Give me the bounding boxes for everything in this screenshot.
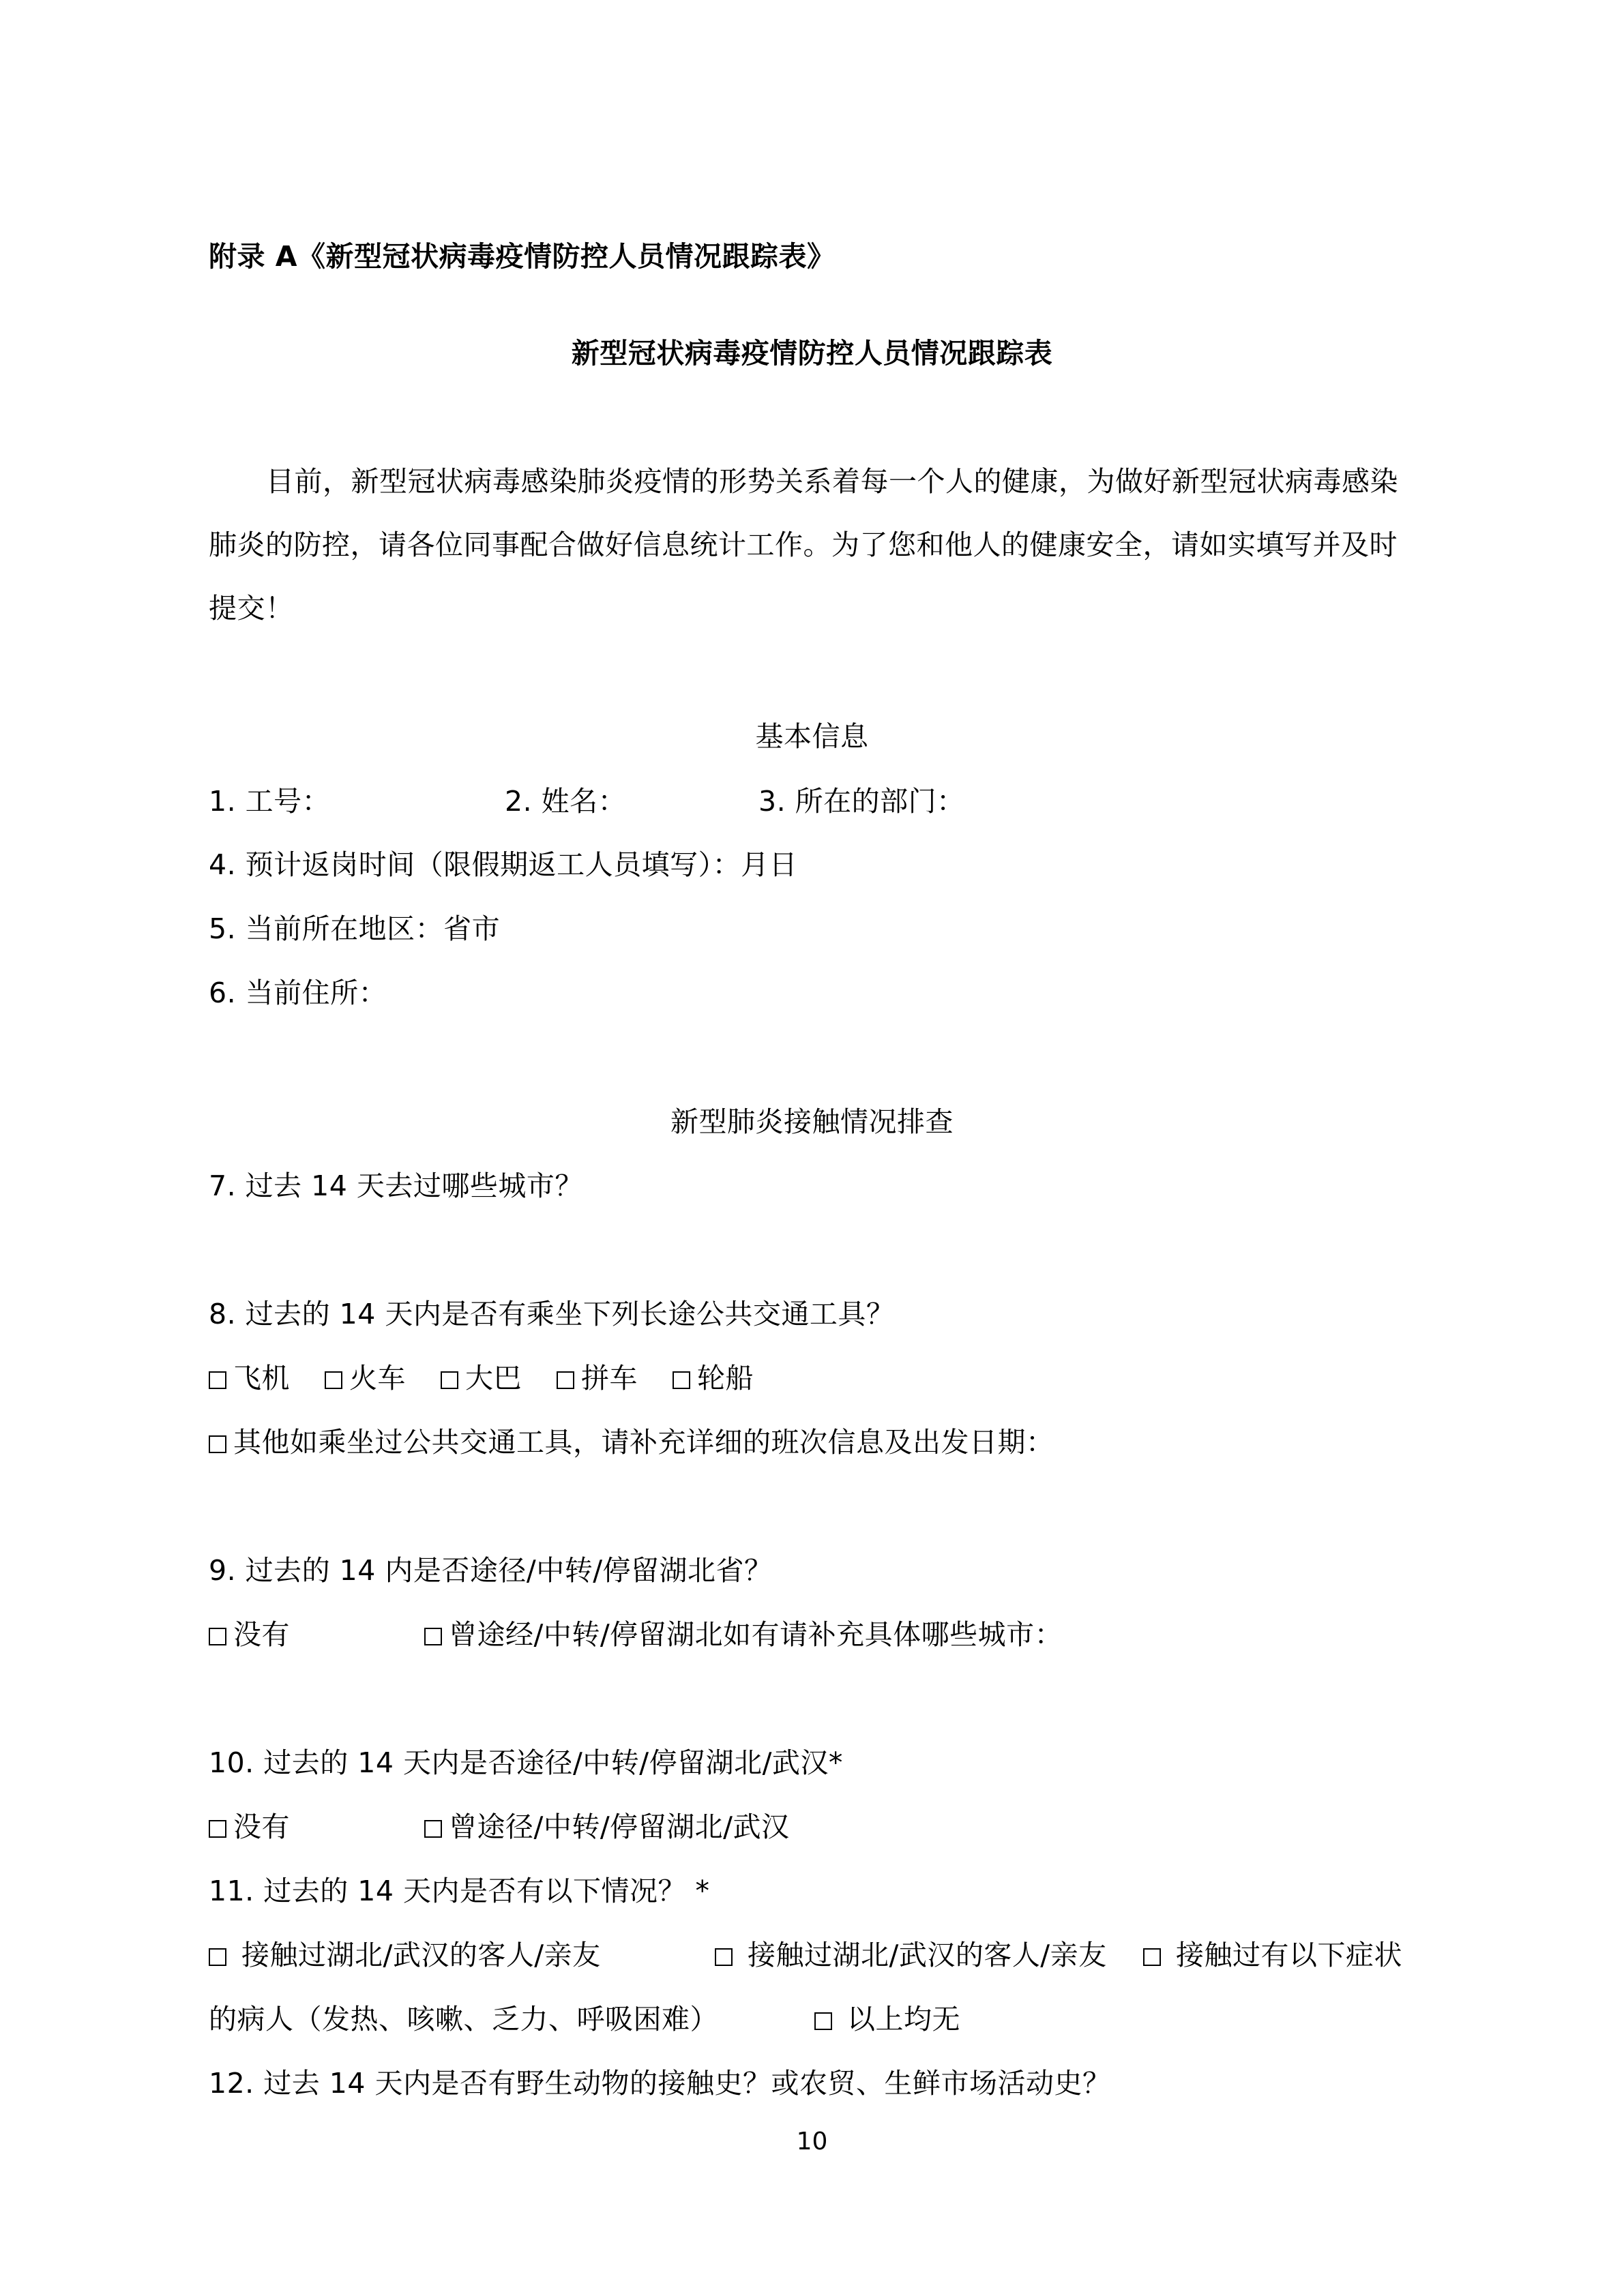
section-contact-heading: 新型肺炎接触情况排查 [670, 1105, 954, 1138]
q9-option-yes[interactable]: 曾途经/中转/停留湖北如有请补充具体哪些城市： [424, 1615, 1063, 1654]
q11-option-4[interactable]: 以上均无 [814, 2000, 960, 2038]
checkbox-icon [424, 1628, 442, 1645]
q8-option-plane[interactable]: 飞机 [209, 1359, 290, 1397]
question-11: 11. 过去的 14 天内是否有以下情况？ * [209, 1875, 710, 1907]
page-number: 10 [796, 2128, 828, 2156]
field-current-region: 5. 当前所在地区：省市 [209, 912, 501, 945]
q11-option-3-continued: 的病人（发热、咳嗽、乏力、呼吸困难） [209, 2003, 718, 2036]
intro-line-2: 肺炎的防控，请各位同事配合做好信息统计工作。为了您和他人的健康安全，请如实填写并及时 [209, 528, 1398, 561]
checkbox-icon [557, 1371, 574, 1389]
checkbox-icon [814, 2012, 832, 2030]
q8-option-carpool[interactable]: 拼车 [557, 1359, 638, 1397]
intro-line-3: 提交！ [209, 592, 294, 625]
field-current-residence: 6. 当前住所： [209, 976, 387, 1009]
q10-option-no[interactable]: 没有 [209, 1808, 290, 1846]
question-9: 9. 过去的 14 内是否途径/中转/停留湖北省？ [209, 1554, 773, 1587]
checkbox-icon [441, 1371, 458, 1389]
q8-option-train[interactable]: 火车 [325, 1359, 406, 1397]
field-employee-id: 1. 工号： [209, 785, 331, 818]
section-basic-heading: 基本信息 [755, 720, 869, 753]
q10-option-yes[interactable]: 曾途径/中转/停留湖北/武汉 [424, 1808, 789, 1846]
q11-option-3[interactable]: 接触过有以下症状 [1143, 1936, 1402, 1974]
checkbox-icon [715, 1948, 733, 1966]
intro-line-1: 目前，新型冠状病毒感染肺炎疫情的形势关系着每一个人的健康，为做好新型冠状病毒感染 [266, 465, 1398, 498]
q8-option-other[interactable]: 其他如乘坐过公共交通工具，请补充详细的班次信息及出发日期： [209, 1423, 1054, 1461]
question-8: 8. 过去的 14 天内是否有乘坐下列长途公共交通工具？ [209, 1298, 895, 1330]
field-department: 3. 所在的部门： [758, 785, 965, 818]
q11-option-2[interactable]: 接触过湖北/武汉的客人/亲友 [715, 1936, 1107, 1974]
field-name: 2. 姓名： [505, 785, 627, 818]
question-12: 12. 过去 14 天内是否有野生动物的接触史？或农贸、生鲜市场活动史？ [209, 2067, 1111, 2100]
question-7: 7. 过去 14 天去过哪些城市？ [209, 1169, 583, 1202]
checkbox-icon [209, 1948, 226, 1966]
field-return-date: 4. 预计返岗时间（限假期返工人员填写）：月日 [209, 848, 798, 881]
form-title: 新型冠状病毒疫情防控人员情况跟踪表 [571, 337, 1053, 370]
checkbox-icon [325, 1371, 342, 1389]
q11-option-1[interactable]: 接触过湖北/武汉的客人/亲友 [209, 1936, 601, 1974]
question-10: 10. 过去的 14 天内是否途径/中转/停留湖北/武汉* [209, 1746, 843, 1779]
checkbox-icon [673, 1371, 690, 1389]
checkbox-icon [209, 1820, 226, 1838]
checkbox-icon [209, 1435, 226, 1453]
q8-option-bus[interactable]: 大巴 [441, 1359, 522, 1397]
checkbox-icon [209, 1371, 226, 1389]
q9-option-no[interactable]: 没有 [209, 1615, 290, 1654]
checkbox-icon [424, 1820, 442, 1838]
appendix-heading: 附录 A《新型冠状病毒疫情防控人员情况跟踪表》 [209, 240, 836, 273]
checkbox-icon [209, 1628, 226, 1645]
checkbox-icon [1143, 1948, 1161, 1966]
q8-option-ship[interactable]: 轮船 [673, 1359, 754, 1397]
